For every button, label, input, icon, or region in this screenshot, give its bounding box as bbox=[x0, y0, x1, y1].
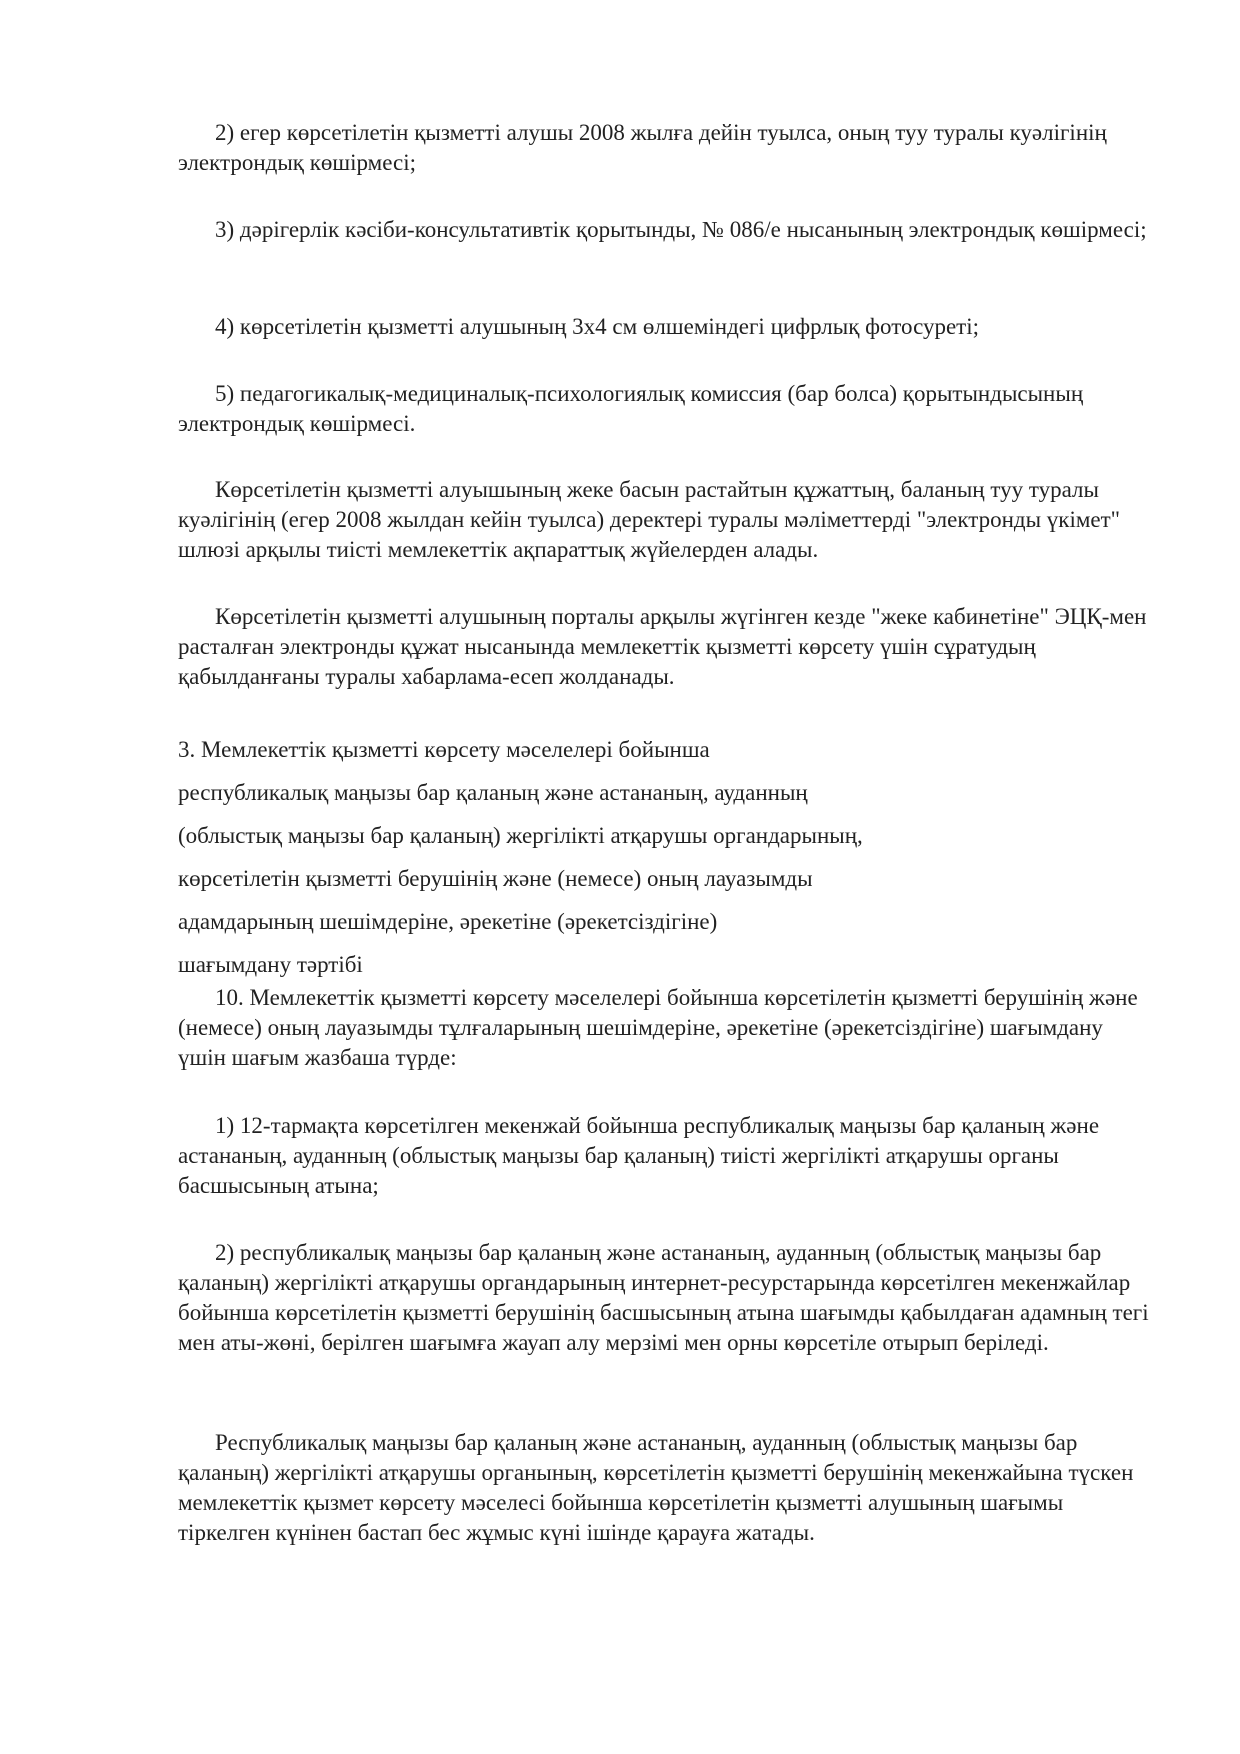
paragraph-item-2: 2) егер көрсетілетін қызметті алушы 2008 жылға дейін туылса, оның туу туралы куәлігінің электрондық көшірмесі; bbox=[178, 120, 1107, 175]
section-heading bbox=[178, 735, 1153, 993]
paragraph-complaint-1: 1) 12-тармақта көрсетілген мекенжай бойынша республикалық маңызы бар қаланың және астананың, ауданның (облыстық маңызы бар қаланың) тиісті жергілікті атқарушы органы басшысының атына; bbox=[178, 1113, 1100, 1198]
section-heading-line: (облыстық маңызы бар қаланың) жергілікті атқарушы органдарының, bbox=[178, 823, 863, 848]
paragraph-notification: Көрсетілетін қызметті алушының порталы арқылы жүгінген кезде "жеке кабинетіне" ЭЦҚ-мен расталған электронды құжат нысанында мемлекеттік қызметті көрсету үшін сұратудың қабылданғаны туралы хабарлама-есеп жолданады. bbox=[178, 604, 1147, 689]
section-heading-line: 3. Мемлекеттік қызметті көрсету мәселелері бойынша bbox=[178, 737, 710, 762]
section-heading-line: көрсетілетін қызметті берушінің және (немесе) оның лауазымды bbox=[178, 866, 813, 891]
paragraph-complaint-2: 2) республикалық маңызы бар қаланың және астананың, ауданның (облыстық маңызы бар қаланың) жергілікті атқарушы органдарының интернет-ресурстарында көрсетілген мекенжайлар бойынша көрсетілетін қызметті берушінің басшысының атына шағымды қабылдаған адамның тегі мен аты-жөні, берілген шағымға жауап алу мерзімі мен орны көрсетіле отырып беріледі. bbox=[178, 1240, 1149, 1355]
section-heading-line: шағымдану тәртібі bbox=[178, 952, 363, 977]
paragraph-clause-10: 10. Мемлекеттік қызметті көрсету мәселелері бойынша көрсетілетін қызметті берушінің және (немесе) оның лауазымды тұлғаларының шешімдеріне, әрекетіне (әрекетсіздігіне) шағымдану үшін шағым жазбаша түрде: bbox=[178, 985, 1138, 1070]
section-heading-line: республикалық маңызы бар қаланың және астананың, ауданның bbox=[178, 780, 808, 805]
paragraph-item-3: 3) дәрігерлік кәсіби-консультативтік қорытынды, № 086/е нысанының электрондық көшірмесі; bbox=[215, 217, 1147, 242]
paragraph-review-term: Республикалық маңызы бар қаланың және астананың, ауданның (облыстық маңызы бар қаланың) жергілікті атқарушы органының, көрсетілетін қызметті берушінің мекенжайына түскен мемлекеттік қызмет көрсету мәселесі бойынша көрсетілетін қызметті алушының шағымы тіркелген күнінен бастап бес жұмыс күні ішінде қарауға жатады. bbox=[178, 1430, 1134, 1545]
paragraph-item-5: 5) педагогикалық-медициналық-психологиялық комиссия (бар болса) қорытындысының электрондық көшірмесі. bbox=[178, 381, 1084, 436]
paragraph-item-4: 4) көрсетілетін қызметті алушының 3х4 см өлшеміндегі цифрлық фотосуреті; bbox=[215, 314, 980, 339]
paragraph-data-sources: Көрсетілетін қызметті алуышының жеке басын растайтын құжаттың, баланың туу туралы куәлігінің (егер 2008 жылдан кейін туылса) деректері туралы мәліметтерді "электронды үкімет" шлюзі арқылы тиісті мемлекеттік ақпараттық жүйелерден алады. bbox=[178, 477, 1121, 562]
section-heading-line: адамдарының шешімдеріне, әрекетіне (әрекетсіздігіне) bbox=[178, 909, 718, 934]
